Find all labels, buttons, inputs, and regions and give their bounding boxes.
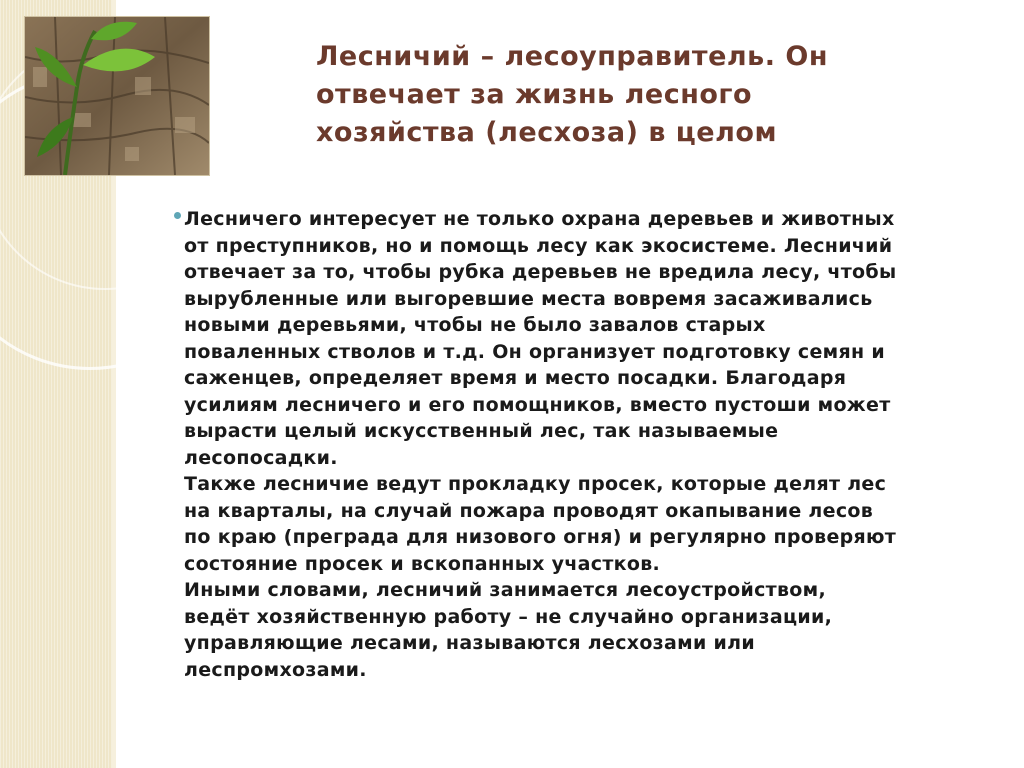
body-paragraph xyxy=(174,206,994,683)
body-line: новыми деревьями, чтобы не было завалов старых xyxy=(184,314,766,336)
body-line: вырасти целый искусственный лес, так называемые xyxy=(184,420,779,442)
body-line: Иными словами, лесничий занимается лесоустройством, xyxy=(184,579,826,601)
body-line: от преступников, но и помощь лесу как экосистеме. Лесничий xyxy=(184,234,893,257)
title-line: хозяйства (лесхоза) в целом xyxy=(316,117,778,148)
title-line: Лесничий – лесоуправитель. Он xyxy=(316,41,829,72)
body-line: усилиям лесничего и его помощников, вместо пустоши может xyxy=(184,393,891,416)
body-line: отвечает за то, чтобы рубка деревьев не вредила лесу, чтобы xyxy=(184,261,897,283)
body-line: вырубленные или выгоревшие места вовремя засаживались xyxy=(184,287,873,310)
title-line: отвечает за жизнь лесного xyxy=(316,79,753,110)
body-line: управляющие лесами, называются лесхозами или xyxy=(184,632,755,654)
body-line: по краю (преграда для низового огня) и регулярно проверяют xyxy=(184,526,897,548)
body-line: ведёт хозяйственную работу – не случайно организации, xyxy=(184,605,833,628)
body-line: Лесничего интересует не только охрана деревьев и животных xyxy=(184,208,895,230)
body-line: саженцев, определяет время и место посадки. Благодаря xyxy=(184,367,847,389)
body-line: леспромхозами. xyxy=(184,658,367,681)
body-line: состояние просек и вскопанных участков. xyxy=(184,552,661,575)
sprout-on-stump-photo xyxy=(24,16,210,176)
body-line: лесопосадки. xyxy=(184,446,338,469)
body-line: поваленных стволов и т.д. Он организует подготовку семян и xyxy=(184,340,885,363)
slide-title xyxy=(316,38,936,152)
body-line: на кварталы, на случай пожара проводят окапывание лесов xyxy=(184,499,874,522)
body-content xyxy=(174,206,994,683)
bullet-icon xyxy=(174,212,181,219)
body-line: Также лесничие ведут прокладку просек, которые делят лес xyxy=(184,473,887,495)
